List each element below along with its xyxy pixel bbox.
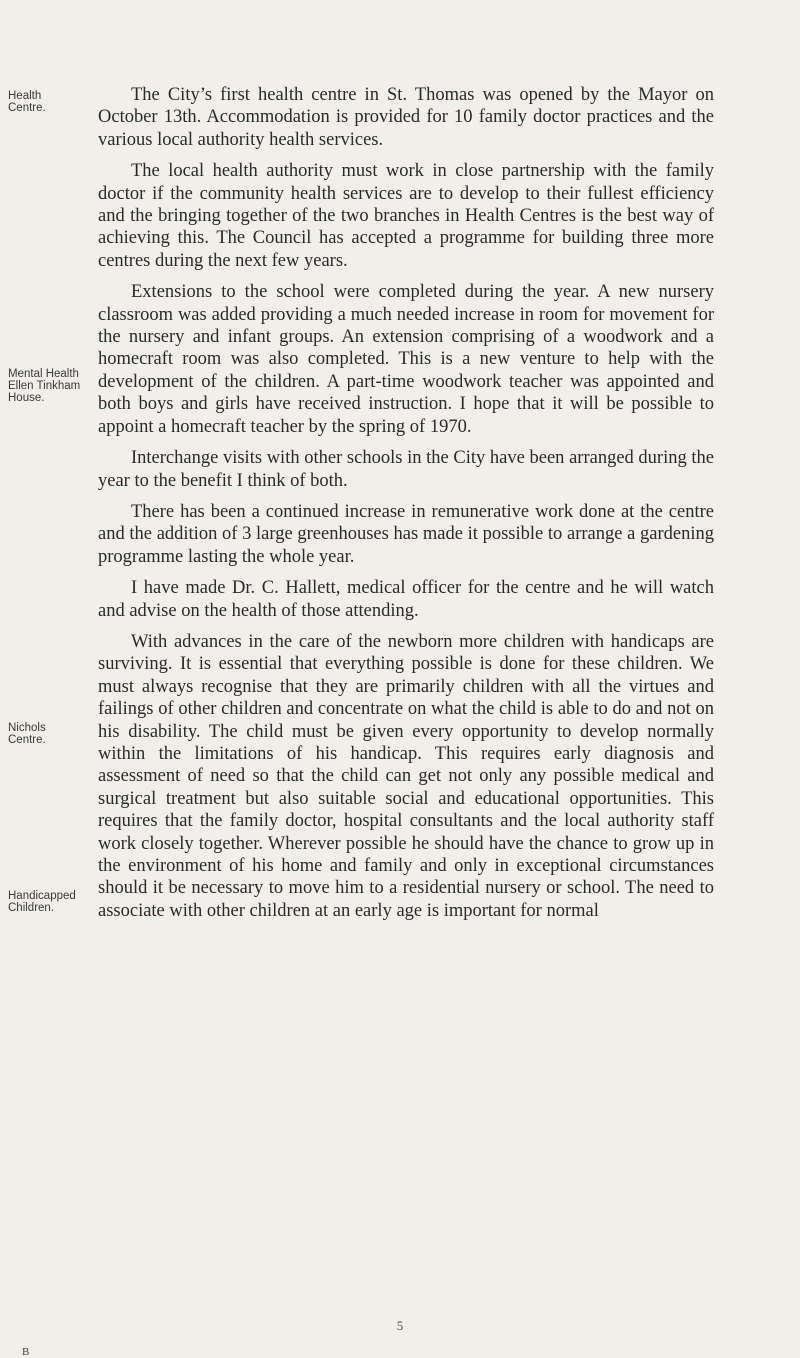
paragraph-nichols: There has been a continued increase in remunerative work done at the centre and the addition of 3 large greenhouses has made it possible to arrange a gardening programme lasting the whole year.: [98, 501, 714, 567]
paragraph-health-centre: The City’s first health centre in St. Thomas was opened by the Mayor on October 13th. Accommodation is provided for 10 family doctor practices and the various local authority health services.: [98, 85, 714, 150]
paragraph-interchange: Interchange visits with other schools in the City have been arranged during the year to the benefit I think of both.: [98, 448, 714, 491]
margin-note-nichols-centre: Nichols Centre.: [8, 722, 46, 746]
margin-note-handicapped-children: Handicapped Children.: [8, 890, 76, 914]
paragraph-partnership: The local health authority must work in close partnership with the family doctor if the community health services are to develop to their fullest efficiency and the bringing together of the two branches in Health Centres is the best way of achieving this. The Council has accepted a programme for building three more centres during the next few years.: [98, 161, 714, 271]
page-number: 5: [396, 1318, 404, 1333]
margin-note-mental-health: Mental Health Ellen Tinkham House.: [8, 368, 81, 404]
margin-note-health-centre: Health Centre.: [8, 90, 46, 114]
body-text: [98, 84, 714, 931]
paragraph-handicapped: With advances in the care of the newborn more children with handicaps are surviving. It is essential that everything possible is done for these children. We must always recognise that they are primarily children with all the virtues and failings of other children and concentrate on what the child is able to do and not on his disability. The child must be given every opportunity to develop normally within the limitations of his handicap. This requires early diagnosis and assessment of need so that the child can get not only any possible medical and surgical treatment but also suitable social and educational opportunities. This requires that the family doctor, hospital consultants and the local authority staff work closely together. Wherever possible he should have the chance to grow up in the environment of his home and family and only in exceptional circumstances should it be necessary to move him to a residential nursery or school. The need to associate with other children at an early age is important for normal: [98, 631, 714, 921]
paragraph-medical-officer: I have made Dr. C. Hallett, medical officer for the centre and he will watch and advise on the health of those attending.: [98, 578, 714, 621]
paragraph-extensions: Extensions to the school were completed during the year. A new nursery classroom was added providing a much needed increase in room for movement for the nursery and infant groups. An extension comprising of a woodwork and a homecraft room was also completed. This is a new venture to help with the development of the children. A part-time woodwork teacher was appointed and both boys and girls have received instruction. I hope that it will be possible to appoint a homecraft teacher by the spring of 1970.: [98, 282, 714, 437]
signature-mark: B: [22, 1346, 30, 1358]
